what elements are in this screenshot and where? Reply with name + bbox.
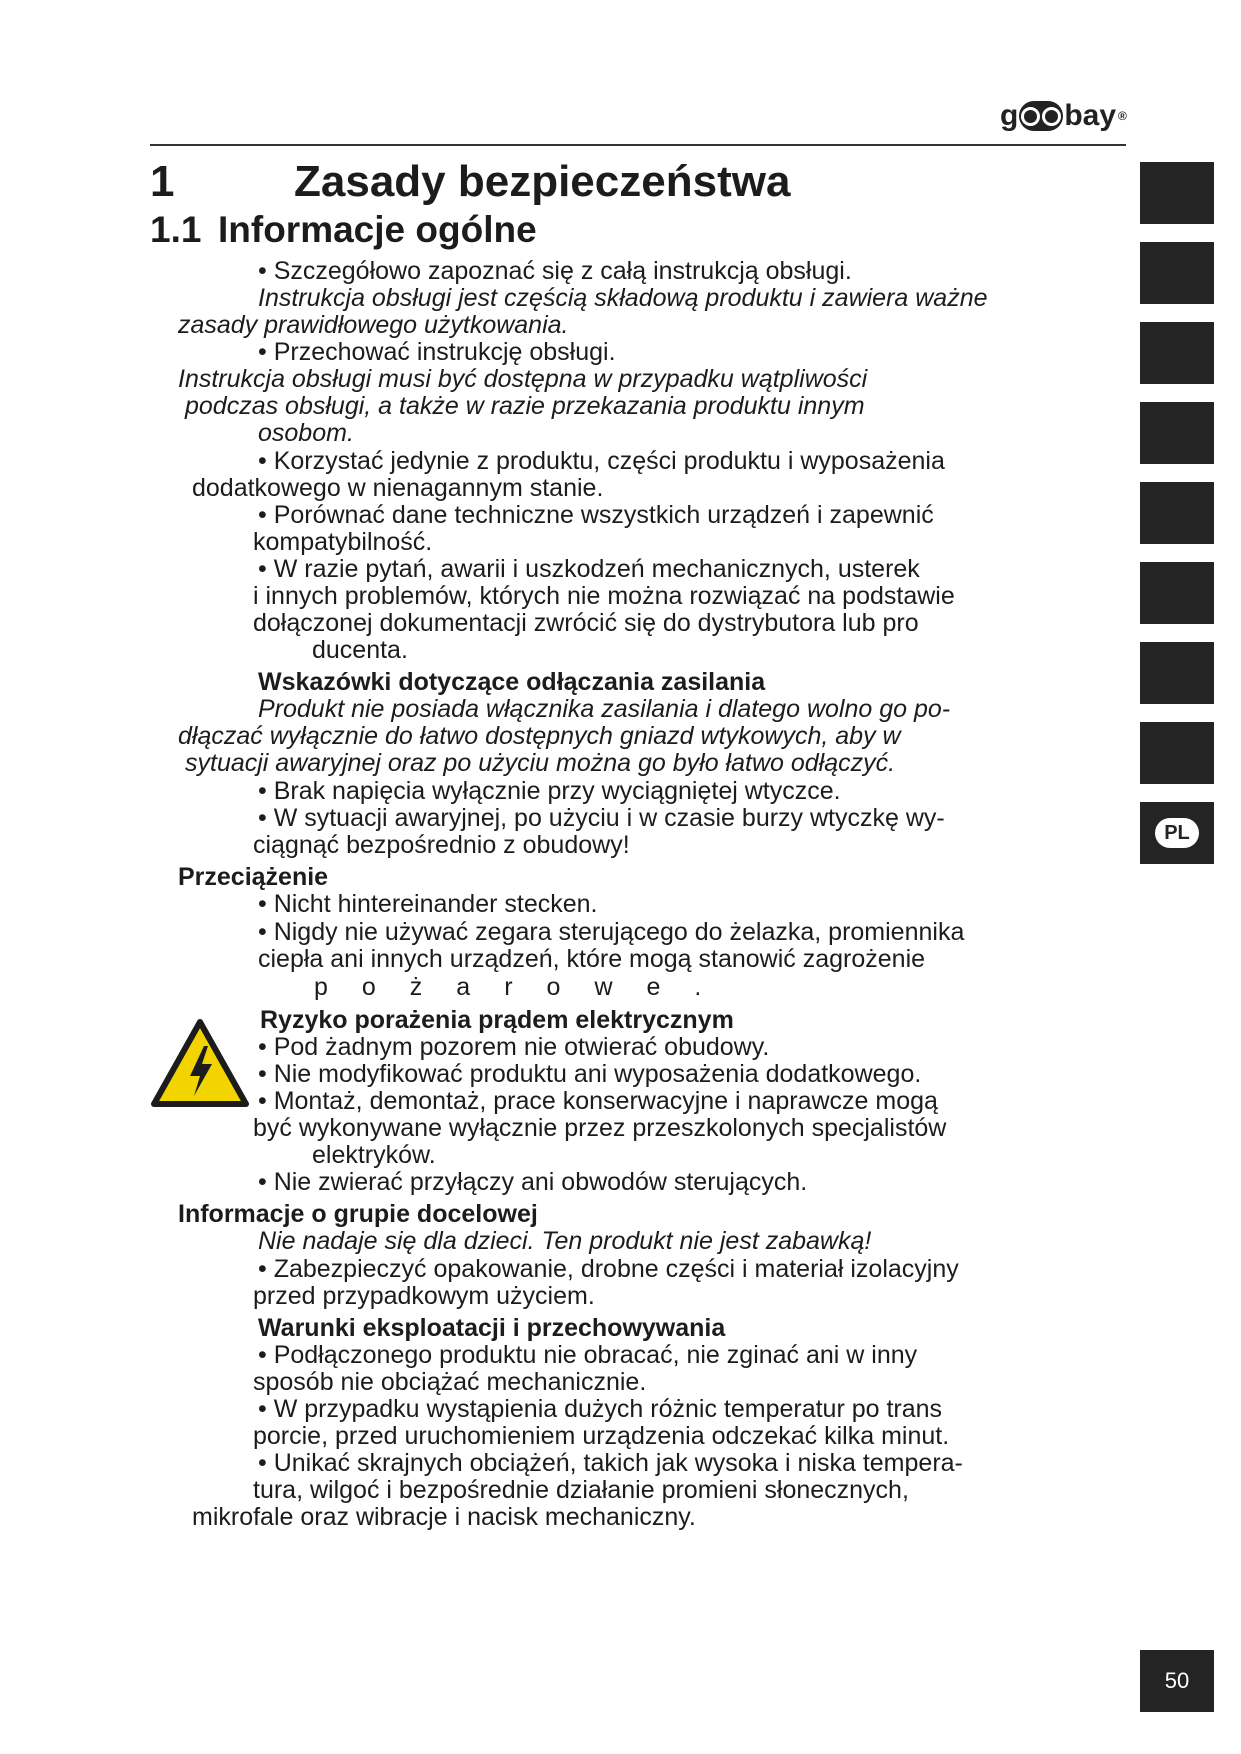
text-line: Instrukcja obsługi musi być dostępna w przypadku wątpliwości [178, 365, 868, 393]
text-line: Nie nadaje się dla dzieci. Ten produkt nie jest zabawką! [258, 1227, 872, 1255]
language-tab [1140, 322, 1214, 384]
language-code: PL [1155, 818, 1199, 848]
text-line: • Nicht hintereinander stecken. [258, 890, 598, 918]
high-voltage-warning-icon [150, 1018, 250, 1110]
text-line: porcie, przed uruchomieniem urządzenia odczekać kilka minut. [253, 1422, 950, 1450]
logo-text-end: bay [1064, 99, 1117, 132]
text-line: • Brak napięcia wyłącznie przy wyciągniętej wtyczce. [258, 777, 841, 805]
text-line: być wykonywane wyłącznie przez przeszkolonych specjalistów [253, 1114, 947, 1142]
language-tab [1140, 482, 1214, 544]
subheading: Wskazówki dotyczące odłączania zasilania [258, 668, 766, 696]
language-tab [1140, 562, 1214, 624]
text-line: osobom. [258, 419, 354, 447]
text-line: zasady prawidłowego użytkowania. [178, 311, 569, 339]
chapter-number: 1 [150, 157, 175, 206]
logo-registered: ® [1118, 109, 1127, 123]
text-line: i innych problemów, których nie można rozwiązać na podstawie [253, 582, 955, 610]
text-line: • Podłączonego produktu nie obracać, nie zginać ani w inny [258, 1341, 918, 1369]
text-line: podczas obsługi, a także w razie przekazania produktu innym [185, 392, 865, 420]
text-line: ciepła ani innych urządzeń, które mogą stanowić zagrożenie [258, 945, 926, 973]
text-line: • W sytuacji awaryjnej, po użyciu i w czasie burzy wtyczkę wy- [258, 804, 945, 832]
section-heading [150, 208, 537, 252]
text-line: • Montaż, demontaż, prace konserwacyjne i naprawcze mogą [258, 1087, 938, 1115]
text-line: • Korzystać jedynie z produktu, części produktu i wyposażenia [258, 447, 945, 475]
text-line: ducenta. [312, 636, 408, 664]
text-line: tura, wilgoć i bezpośrednie działanie promieni słonecznych, [253, 1476, 909, 1504]
text-line: pożarowe. [314, 973, 736, 1001]
subheading: Informacje o grupie docelowej [178, 1200, 538, 1228]
section-title: Informacje ogólne [218, 209, 537, 250]
text-line: • Nie zwierać przyłączy ani obwodów sterujących. [258, 1168, 808, 1196]
chapter-title: Zasady bezpieczeństwa [294, 157, 791, 206]
text-line: elektryków. [312, 1141, 436, 1169]
logo-text-start: g [1000, 99, 1019, 132]
text-line: mikrofale oraz wibracje i nacisk mechaniczny. [192, 1503, 696, 1531]
text-line: ciągnąć bezpośrednio z obudowy! [253, 831, 630, 859]
text-line: • Nie modyfikować produktu ani wyposażenia dodatkowego. [258, 1060, 922, 1088]
subheading: Przeciążenie [178, 863, 329, 891]
chapter-heading [150, 156, 790, 208]
language-tab [1140, 642, 1214, 704]
section-number: 1.1 [150, 209, 202, 250]
text-line: sposób nie obciążać mechanicznie. [253, 1368, 647, 1396]
text-line: Produkt nie posiada włącznika zasilania i dlatego wolno go po- [258, 695, 951, 723]
text-line: • W przypadku wystąpienia dużych różnic temperatur po trans [258, 1395, 943, 1423]
text-line: • Przechować instrukcję obsługi. [258, 338, 616, 366]
logo-oo-mark [1019, 101, 1063, 131]
text-line: • Pod żadnym pozorem nie otwierać obudowy. [258, 1033, 770, 1061]
text-line: kompatybilność. [253, 528, 433, 556]
text-line: • W razie pytań, awarii i uszkodzeń mechanicznych, usterek [258, 555, 920, 583]
subheading: Warunki eksploatacji i przechowywania [258, 1314, 726, 1342]
text-line: dodatkowego w nienagannym stanie. [192, 474, 604, 502]
text-line: • Unikać skrajnych obciążeń, takich jak wysoka i niska tempera- [258, 1449, 963, 1477]
text-line: • Zabezpieczyć opakowanie, drobne części i materiał izolacyjny [258, 1255, 959, 1283]
text-line: • Porównać dane techniczne wszystkich urządzeń i zapewnić [258, 501, 934, 529]
text-line: dłączać wyłącznie do łatwo dostępnych gniazd wtykowych, aby w [178, 722, 901, 750]
language-tab-pl [1140, 802, 1214, 864]
text-line: • Nigdy nie używać zegara sterującego do żelazka, promiennika [258, 918, 965, 946]
text-line: Instrukcja obsługi jest częścią składową produktu i zawiera ważne [258, 284, 988, 312]
header-rule [150, 144, 1126, 146]
language-tab [1140, 162, 1214, 224]
language-tab [1140, 722, 1214, 784]
text-line: dołączonej dokumentacji zwrócić się do dystrybutora lub pro [253, 609, 919, 637]
goobay-logo [1000, 98, 1127, 134]
language-tab [1140, 402, 1214, 464]
subheading: Ryzyko porażenia prądem elektrycznym [260, 1006, 734, 1034]
text-line: • Szczegółowo zapoznać się z całą instrukcją obsługi. [258, 257, 852, 285]
text-line: przed przypadkowym użyciem. [253, 1282, 595, 1310]
text-line: sytuacji awaryjnej oraz po użyciu można go było łatwo odłączyć. [185, 749, 896, 777]
page-number: 50 [1140, 1650, 1214, 1712]
language-tab [1140, 242, 1214, 304]
